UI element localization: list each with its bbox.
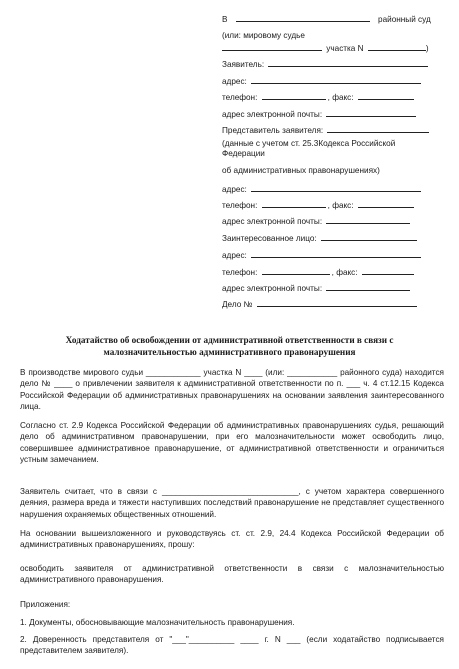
fax-label: факс: (332, 201, 354, 210)
applicant-address-field[interactable] (251, 75, 421, 84)
section-label: участка N (326, 44, 364, 53)
interested-email-field[interactable] (326, 282, 410, 291)
title-line-2: малозначительностью административного правонарушения (103, 347, 356, 357)
rep-email-field[interactable] (326, 215, 410, 224)
interested-address-line (222, 249, 421, 261)
interested-label: Заинтересованное лицо: (222, 234, 317, 243)
phone-label: телефон: (222, 268, 258, 277)
paragraph-proceedings: В производстве мирового судьи ____________ участка N ____ (или: ___________ районного суда) находится дело № ____ о привлечении заявителя к административной ответственности по п. ___ ч. 4 ст.12.15 Кодекса Российской Федерации об административных правонарушениях на основании заявления заинтересованного лица. (20, 368, 444, 412)
address-label: адрес: (222, 251, 247, 260)
paragraph-legal-basis: Согласно ст. 2.9 Кодекса Российской Федерации об административных правонарушениях судья, решающий дело об административном правонарушении, при его малозначительности может освободить лицо, совершившее административное правонарушение, от административной ответственности и ограничиться устным замечанием. (20, 421, 444, 465)
fax-label: факс: (332, 93, 354, 102)
paragraph-request: освободить заявителя от административной ответственности в связи с малозначительностью административного правонарушения. (20, 564, 444, 585)
interested-address-field[interactable] (251, 249, 421, 258)
interested-email-line (222, 282, 410, 294)
applicant-email-field[interactable] (326, 108, 416, 117)
representative-line (222, 124, 429, 136)
representative-label: Представитель заявителя: (222, 126, 324, 135)
attachment-item-2: 2. Доверенность представителя от "___"__________ ____ г. N ___ (если ходатайство подписывается представителем заявителя). (20, 635, 444, 656)
interested-phone-line: телефон: , факс: (222, 266, 414, 278)
interested-line (222, 232, 417, 244)
rep-address-line (222, 183, 421, 195)
applicant-email-line (222, 108, 416, 120)
section-number-field[interactable] (368, 42, 426, 51)
email-label: адрес электронной почты: (222, 110, 323, 119)
judge-name-field[interactable] (222, 42, 322, 51)
applicant-fax-field[interactable] (358, 91, 414, 100)
rep-note-2: Федерации (222, 149, 265, 158)
court-name-field[interactable] (236, 13, 370, 22)
rep-phone-field[interactable] (262, 199, 326, 208)
paragraph-applicant-position: Заявитель считает, что в связи с ______________________________, с учетом характера совершенного деяния, размера вреда и тяжести наступивших последствий правонарушение не представляет существенного нарушения охраняемых общественных отношений. (20, 487, 444, 519)
title-line-1: Ходатайство об освобождении от административной ответственности в связи с (65, 335, 394, 345)
court-line (222, 13, 431, 25)
rep-address-field[interactable] (251, 183, 421, 192)
applicant-phone-line: телефон: , факс: (222, 91, 414, 103)
phone-label: телефон: (222, 93, 258, 102)
applicant-label: Заявитель: (222, 60, 265, 69)
interested-phone-field[interactable] (262, 266, 330, 275)
attachment-item-1: 1. Документы, обосновывающие малозначительность правонарушения. (20, 618, 295, 627)
section-close: ) (425, 44, 429, 53)
representative-field[interactable] (327, 124, 429, 133)
court-suffix: районный суд (378, 15, 431, 24)
applicant-address-line (222, 75, 421, 87)
paragraph-grounds: На основании вышеизложенного и руководствуясь ст. ст. 2.9, 24.4 Кодекса Российской Федерации об административных правонарушениях, прошу: (20, 529, 444, 550)
fax-label: факс: (336, 268, 358, 277)
section-line (222, 42, 429, 54)
address-label: адрес: (222, 77, 247, 86)
rep-phone-line: телефон: , факс: (222, 199, 414, 211)
rep-email-line (222, 215, 410, 227)
email-label: адрес электронной почты: (222, 284, 323, 293)
case-number-label: Дело № (222, 300, 253, 309)
applicant-line (222, 58, 428, 70)
email-label: адрес электронной почты: (222, 217, 323, 226)
case-number-field[interactable] (257, 298, 417, 307)
rep-note-1: (данные с учетом ст. 25.3Кодекса Российской (222, 139, 396, 148)
judge-note: (или: мировому судье (222, 31, 305, 40)
document-title (20, 334, 439, 358)
interested-field[interactable] (321, 232, 417, 241)
phone-label: телефон: (222, 201, 258, 210)
applicant-field[interactable] (268, 58, 428, 67)
applicant-phone-field[interactable] (262, 91, 326, 100)
case-number-line (222, 298, 417, 310)
address-label: адрес: (222, 185, 247, 194)
rep-fax-field[interactable] (358, 199, 414, 208)
attachments-heading: Приложения: (20, 600, 71, 609)
court-prefix: В (222, 15, 228, 24)
rep-note-3: об административных правонарушениях) (222, 166, 380, 175)
interested-fax-field[interactable] (362, 266, 414, 275)
